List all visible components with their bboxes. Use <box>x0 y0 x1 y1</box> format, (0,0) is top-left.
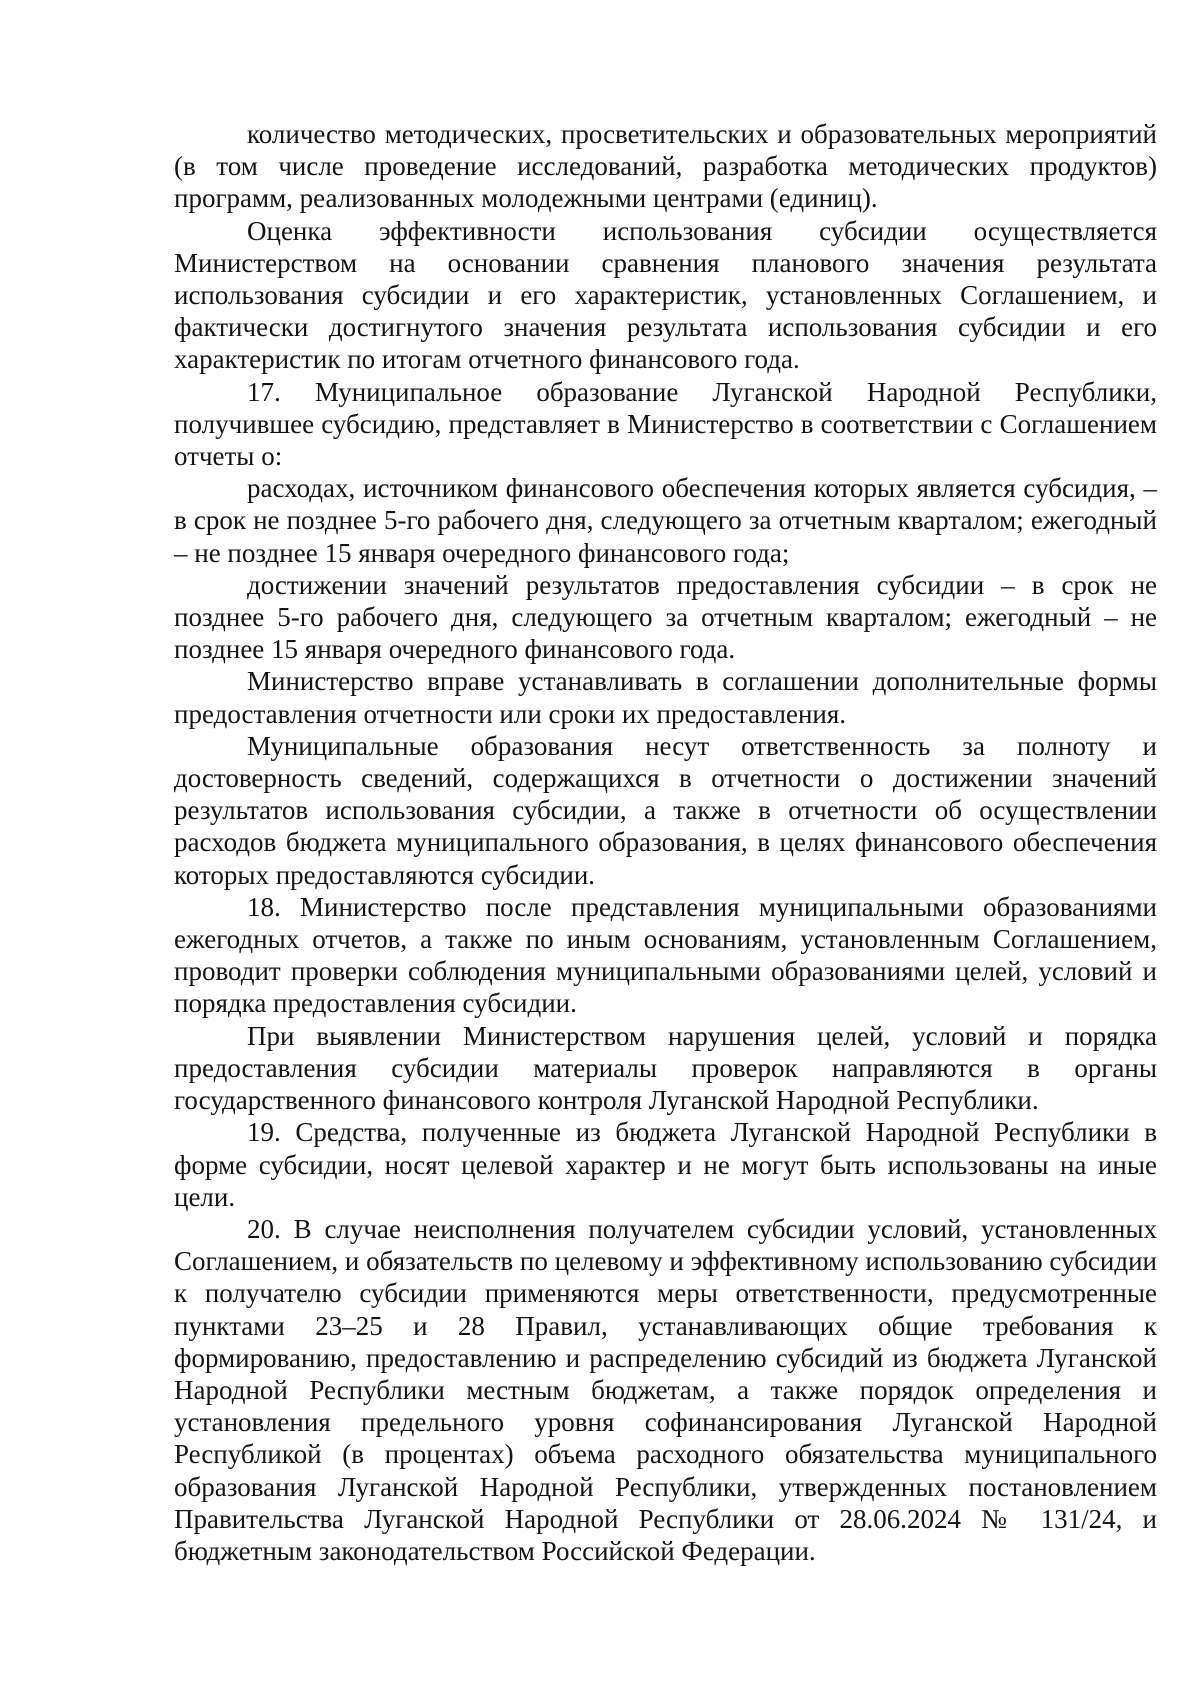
paragraph-additional-forms: Министерство вправе устанавливать в соглашении дополнительные формы предоставления отчетности или сроки их предоставления. <box>174 666 1157 729</box>
paragraph-item-17: 17. Муниципальное образование Луганской Народной Республики, получившее субсидию, представляет в Министерство в соответствии с Соглашением отчеты о: <box>174 376 1157 472</box>
paragraph-results-reports: достижении значений результатов предоставления субсидии – в срок не позднее 5-го рабочего дня, следующего за отчетным кварталом; ежегодный – не позднее 15 января очередного финансового года. <box>174 569 1157 665</box>
paragraph-item-20: 20. В случае неисполнения получателем субсидии условий, установленных Соглашением, и обязательств по целевому и эффективному использованию субсидии к получателю субсидии применяются меры ответственности, предусмотренные пунктами 23–25 и 28 Правил, устанавливающих общие требования к формированию, предоставлению и распределению субсидий из бюджета Луганской Народной Республики местным бюджетам, а также порядок определения и установления предельного уровня софинансирования Луганской Народной Республикой (в процентах) объема расходного обязательства муниципального образования Луганской Народной Республики, утвержденных постановлением Правительства Луганской Народной Республики от 28.06.2024 № 131/24, и бюджетным законодательством Российской Федерации. <box>174 1213 1157 1566</box>
paragraph-expense-reports: расходах, источником финансового обеспечения которых является субсидия, – в срок не позднее 5-го рабочего дня, следующего за отчетным кварталом; ежегодный – не позднее 15 января очередного финансового года; <box>174 473 1157 568</box>
paragraph-item-18: 18. Министерство после представления муниципальными образованиями ежегодных отчетов, а также по иным основаниям, установленным Соглашением, проводит проверки соблюдения муниципальными образованиями целей, условий и порядка предоставления субсидии. <box>174 891 1157 1019</box>
paragraph-responsibility: Муниципальные образования несут ответственность за полноту и достоверность сведений, содержащихся в отчетности о достижении значений результатов использования субсидии, а также в отчетности об осуществлении расходов бюджета муниципального образования, в целях финансового обеспечения которых предоставляются субсидии. <box>174 730 1157 890</box>
document-page <box>174 118 1157 1567</box>
paragraph-violations: При выявлении Министерством нарушения целей, условий и порядка предоставления субсидии материалы проверок направляются в органы государственного финансового контроля Луганской Народной Республики. <box>174 1020 1157 1116</box>
paragraph-efficiency-assessment: Оценка эффективности использования субсидии осуществляется Министерством на основании сравнения планового значения результата использования субсидии и его характеристик, установленных Соглашением, и фактически достигнутого значения результата использования субсидии и его характеристик по итогам отчетного финансового года. <box>174 215 1157 375</box>
paragraph-item-19: 19. Средства, полученные из бюджета Луганской Народной Республики в форме субсидии, носят целевой характер и не могут быть использованы на иные цели. <box>174 1117 1157 1212</box>
paragraph-events-count: количество методических, просветительских и образовательных мероприятий (в том числе проведение исследований, разработка методических продуктов) программ, реализованных молодежными центрами (единиц). <box>174 119 1157 214</box>
